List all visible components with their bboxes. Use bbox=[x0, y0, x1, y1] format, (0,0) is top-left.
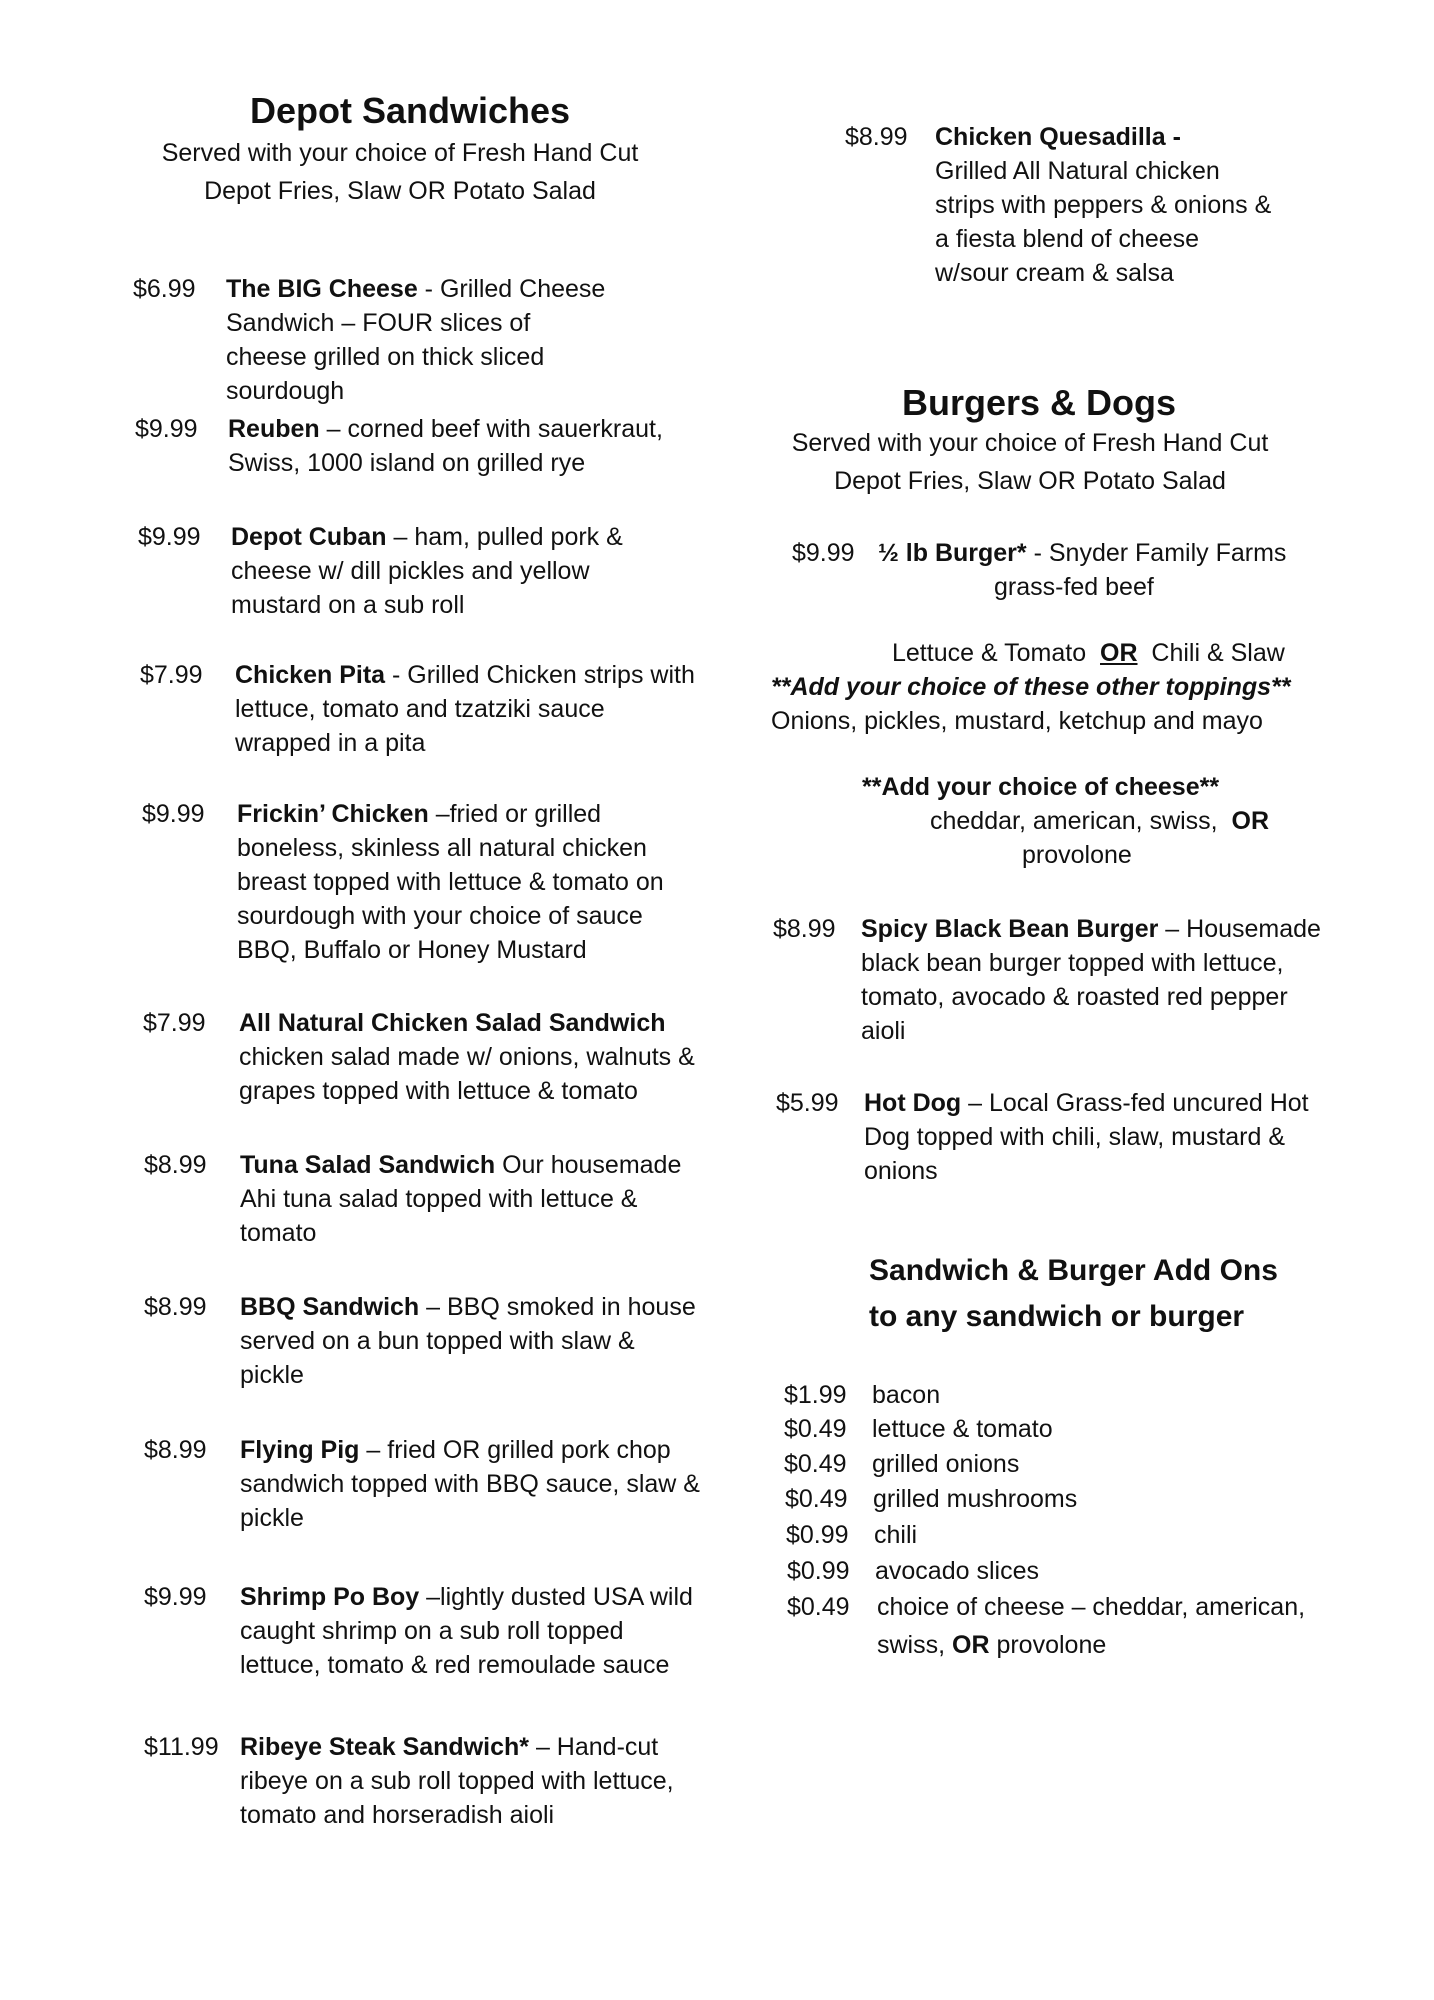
other-toppings-list: Onions, pickles, mustard, ketchup and mayo bbox=[771, 707, 1263, 735]
subtitle-line-1: Served with your choice of Fresh Hand Cut bbox=[791, 429, 1269, 457]
item-price: $8.99 bbox=[773, 915, 836, 943]
item-desc: – corned beef with sauerkraut, Swiss, 1000 island on grilled rye bbox=[228, 415, 663, 477]
item-price: $6.99 bbox=[133, 275, 196, 303]
item-body bbox=[240, 1148, 700, 1250]
item-desc: – ham, pulled pork & cheese w/ dill pickles and yellow mustard on a sub roll bbox=[231, 523, 623, 619]
addon-price: $0.49 bbox=[784, 1450, 847, 1478]
item-desc: – Housemade black bean burger topped with lettuce, tomato, avocado & roasted red pepper aioli bbox=[861, 915, 1321, 1045]
addon-cheese-pre: swiss, bbox=[877, 1631, 952, 1659]
addon-price: $0.99 bbox=[787, 1557, 850, 1585]
item-name: Frickin’ Chicken bbox=[237, 800, 429, 828]
item-name: Tuna Salad Sandwich bbox=[240, 1151, 496, 1179]
item-name: ½ lb Burger* bbox=[878, 539, 1027, 567]
item-body bbox=[237, 797, 707, 967]
addon-price: $0.49 bbox=[785, 1485, 848, 1513]
item-body bbox=[226, 272, 616, 408]
item-name: Chicken Pita bbox=[235, 661, 386, 689]
addon-item: lettuce & tomato bbox=[872, 1415, 1053, 1443]
item-desc: Our housemade Ahi tuna salad topped with lettuce & tomato bbox=[240, 1151, 682, 1247]
item-desc: Grilled All Natural chicken strips with peppers & onions & a fiesta blend of cheese w/sour cream & salsa bbox=[935, 157, 1272, 287]
item-name: All Natural Chicken Salad Sandwich bbox=[239, 1009, 666, 1037]
subtitle-line-2: Depot Fries, Slaw OR Potato Salad bbox=[204, 177, 596, 205]
addon-price: $0.99 bbox=[786, 1521, 849, 1549]
item-price: $5.99 bbox=[776, 1089, 839, 1117]
item-price: $9.99 bbox=[792, 539, 855, 567]
item-desc: chicken salad made w/ onions, walnuts & grapes topped with lettuce & tomato bbox=[239, 1043, 695, 1105]
addon-item: grilled mushrooms bbox=[873, 1485, 1078, 1513]
item-desc: - Snyder Family Farms bbox=[1026, 539, 1287, 567]
addon-item: choice of cheese – cheddar, american, bbox=[877, 1593, 1306, 1621]
addon-item: grilled onions bbox=[872, 1450, 1020, 1478]
item-desc: – fried OR grilled pork chop sandwich topped with BBQ sauce, slaw & pickle bbox=[240, 1436, 700, 1532]
topping-lettuce-tomato: Lettuce & Tomato bbox=[892, 639, 1087, 667]
depot-sandwiches-title: Depot Sandwiches bbox=[250, 90, 571, 131]
item-body bbox=[240, 1433, 700, 1535]
item-desc: - Grilled Cheese Sandwich – FOUR slices of cheese grilled on thick sliced sourdough bbox=[226, 275, 606, 405]
subtitle-line-1: Served with your choice of Fresh Hand Cut bbox=[161, 139, 639, 167]
item-price: $11.99 bbox=[144, 1733, 219, 1761]
depot-sandwiches-subtitle bbox=[140, 134, 660, 210]
item-price: $8.99 bbox=[144, 1151, 207, 1179]
item-desc: – Hand-cut ribeye on a sub roll topped with lettuce, tomato and horseradish aioli bbox=[240, 1733, 674, 1829]
topping-chili-slaw: Chili & Slaw bbox=[1151, 639, 1285, 667]
addon-cheese-post: provolone bbox=[989, 1631, 1107, 1659]
cheese-list bbox=[930, 804, 1269, 838]
item-name: Depot Cuban bbox=[231, 523, 387, 551]
item-name: BBQ Sandwich bbox=[240, 1293, 420, 1321]
addon-cheese-or: OR bbox=[952, 1631, 990, 1659]
addon-cheese-continued bbox=[877, 1628, 1106, 1662]
item-desc: –lightly dusted USA wild caught shrimp on a sub roll topped lettuce, tomato & red remoulade sauce bbox=[240, 1583, 693, 1679]
item-body bbox=[239, 1006, 699, 1108]
addons-title bbox=[869, 1248, 1278, 1340]
burgers-dogs-subtitle bbox=[770, 424, 1290, 500]
addon-price: $0.49 bbox=[784, 1415, 847, 1443]
item-desc-line-2: grass-fed beef bbox=[994, 573, 1154, 601]
item-desc: - Grilled Chicken strips with lettuce, tomato and tzatziki sauce wrapped in a pita bbox=[235, 661, 695, 757]
addon-price: $1.99 bbox=[784, 1381, 847, 1409]
item-name: Spicy Black Bean Burger bbox=[861, 915, 1159, 943]
item-body bbox=[935, 120, 1275, 290]
item-body bbox=[235, 658, 695, 760]
item-body bbox=[228, 412, 688, 480]
addon-price: $0.49 bbox=[787, 1593, 850, 1621]
item-price: $9.99 bbox=[142, 800, 205, 828]
item-body bbox=[240, 1580, 700, 1682]
item-price: $9.99 bbox=[138, 523, 201, 551]
item-name: Flying Pig bbox=[240, 1436, 360, 1464]
item-price: $7.99 bbox=[143, 1009, 206, 1037]
addons-title-line-1: Sandwich & Burger Add Ons bbox=[869, 1254, 1278, 1287]
burgers-dogs-title: Burgers & Dogs bbox=[902, 382, 1177, 423]
addon-item: bacon bbox=[872, 1381, 941, 1409]
item-price: $8.99 bbox=[845, 123, 908, 151]
add-other-toppings-heading: **Add your choice of these other toppings** bbox=[771, 673, 1291, 701]
add-cheese-heading: **Add your choice of cheese** bbox=[862, 773, 1220, 801]
item-desc: – BBQ smoked in house served on a bun topped with slaw & pickle bbox=[240, 1293, 696, 1389]
item-name: The BIG Cheese bbox=[226, 275, 418, 303]
item-body bbox=[240, 1290, 700, 1392]
item-name: Shrimp Po Boy bbox=[240, 1583, 420, 1611]
item-name: Hot Dog bbox=[864, 1089, 962, 1117]
item-price: $9.99 bbox=[135, 415, 198, 443]
item-name: Ribeye Steak Sandwich* bbox=[240, 1733, 530, 1761]
cheese-options: cheddar, american, swiss, bbox=[930, 807, 1218, 835]
item-price: $7.99 bbox=[140, 661, 203, 689]
item-body bbox=[231, 520, 631, 622]
item-price: $9.99 bbox=[144, 1583, 207, 1611]
item-body bbox=[240, 1730, 710, 1832]
addons-title-line-2: to any sandwich or burger bbox=[869, 1300, 1245, 1333]
item-body bbox=[878, 536, 1318, 604]
item-price: $8.99 bbox=[144, 1436, 207, 1464]
item-body bbox=[861, 912, 1321, 1048]
item-body bbox=[864, 1086, 1314, 1188]
topping-or: OR bbox=[1100, 639, 1138, 667]
item-desc: – Local Grass-fed uncured Hot Dog topped with chili, slaw, mustard & onions bbox=[864, 1089, 1309, 1185]
cheese-or: OR bbox=[1231, 807, 1270, 835]
item-name: Chicken Quesadilla - bbox=[935, 123, 1181, 151]
topping-choice-line bbox=[892, 636, 1285, 670]
subtitle-line-2: Depot Fries, Slaw OR Potato Salad bbox=[834, 467, 1226, 495]
item-price: $8.99 bbox=[144, 1293, 207, 1321]
addon-item: chili bbox=[874, 1521, 918, 1549]
item-name: Reuben bbox=[228, 415, 320, 443]
item-desc: –fried or grilled boneless, skinless all natural chicken breast topped with lettuce & tomato on sourdough with your choice of sauce BBQ, Buffalo or Honey Mustard bbox=[237, 800, 664, 964]
addon-item: avocado slices bbox=[875, 1557, 1039, 1585]
cheese-list-last: provolone bbox=[1022, 841, 1132, 869]
